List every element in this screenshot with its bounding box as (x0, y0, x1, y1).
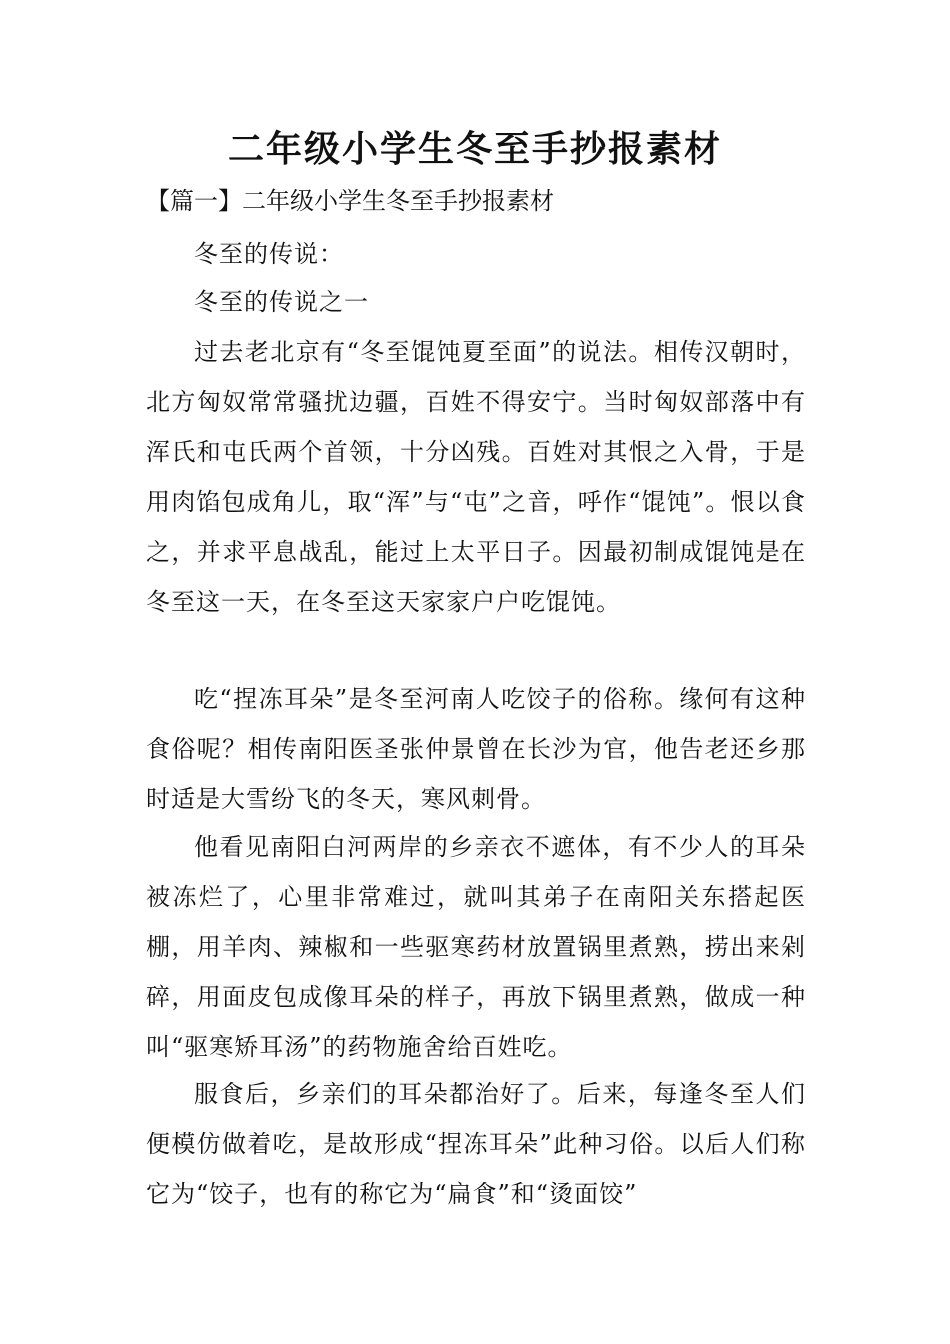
section-heading: 【篇一】二年级小学生冬至手抄报素材 (146, 187, 554, 215)
paragraph-dumpling-custom: 吃“捏冻耳朵”是冬至河南人吃饺子的俗称。缘何有这种食俗呢？相传南阳医圣张仲景曾在长沙为官，他告老还乡那时适是大雪纷飞的冬天，寒风刺骨。 (146, 685, 806, 813)
paragraph-wonton-legend: 过去老北京有“冬至馄饨夏至面”的说法。相传汉朝时，北方匈奴常常骚扰边疆，百姓不得安宁。当时匈奴部落中有浑氏和屯氏两个首领，十分凶残。百姓对其恨之入骨，于是用肉馅包成角儿，取“浑”与“屯”之音，呼作“馄饨”。恨以食之，并求平息战乱，能过上太平日子。因最初制成馄饨是在冬至这一天，在冬至这天家家户户吃馄饨。 (146, 338, 806, 616)
page-title: 二年级小学生冬至手抄报素材 (227, 129, 722, 170)
paragraph-legend-subheading: 冬至的传说之一 (194, 288, 369, 316)
paragraph-legend-heading: 冬至的传说： (194, 240, 344, 268)
paragraph-custom-origin: 服食后，乡亲们的耳朵都治好了。后来，每逢冬至人们便模仿做着吃，是故形成“捏冻耳朵”此种习俗。以后人们称它为“饺子，也有的称它为“扁食”和“烫面饺” (146, 1080, 806, 1208)
paragraph-zhang-zhongjing: 他看见南阳白河两岸的乡亲衣不遮体，有不少人的耳朵被冻烂了，心里非常难过，就叫其弟子在南阳关东搭起医棚，用羊肉、辣椒和一些驱寒药材放置锅里煮熟，捞出来剁碎，用面皮包成像耳朵的样子，再放下锅里煮熟，做成一种叫“驱寒矫耳汤”的药物施舍给百姓吃。 (146, 833, 806, 1061)
